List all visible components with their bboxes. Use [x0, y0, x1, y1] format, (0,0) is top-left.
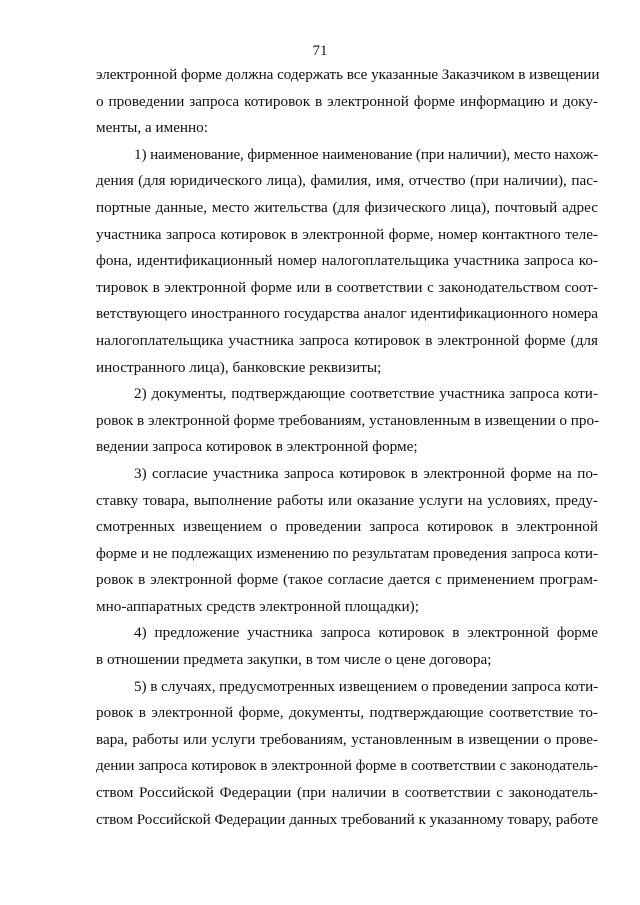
text-line: мно-аппаратных средств электронной площадки); [96, 597, 419, 615]
text-line: 3) согласие участника запроса котировок в электронной форме на по- [134, 464, 598, 482]
text-line: смотренных извещением о проведении запроса котировок в электронной [96, 518, 598, 536]
text-line: иностранного лица), банковские реквизиты; [96, 358, 382, 376]
page-number: 71 [312, 43, 328, 59]
text-line: ветствующего иностранного государства аналог идентификационного номера [96, 305, 598, 323]
text-line: ведении запроса котировок в электронной форме; [96, 438, 418, 456]
text-line: ровок в электронной форме, документы, подтверждающие соответствие то- [96, 704, 598, 722]
text-line: ством Российской Федерации данных требований к указанному товару, работе [96, 810, 598, 828]
text-line: налогоплательщика участника запроса котировок в электронной форме (для [96, 331, 598, 349]
text-line: 4) предложение участника запроса котировок в электронной форме [134, 624, 598, 642]
text-line: 5) в случаях, предусмотренных извещением о проведении запроса коти- [134, 677, 599, 695]
text-line: ством Российской Федерации (при наличии в соответствии с законодатель- [96, 784, 598, 802]
text-line: 1) наименование, фирменное наименование (при наличии), место нахож- [134, 145, 598, 163]
text-line: портные данные, место жительства (для физического лица), почтовый адрес [96, 198, 598, 216]
text-line: форме и не подлежащих изменению по результатам проведения запроса коти- [96, 544, 598, 562]
text-line: вара, работы или услуги требованиям, установленным в извещении о прове- [96, 730, 598, 748]
text-line: менты, а именно: [96, 119, 209, 137]
text-line: фона, идентификационный номер налогоплательщика участника запроса ко- [96, 252, 598, 270]
text-line: ровок в электронной форме (такое согласие дается с применением програм- [96, 571, 598, 589]
body-text [96, 62, 598, 833]
text-line: участника запроса котировок в электронной форме, номер контактного теле- [96, 225, 598, 243]
text-line: электронной форме должна содержать все указанные Заказчиком в извещении [96, 66, 600, 83]
text-line: дения (для юридического лица), фамилия, имя, отчество (при наличии), пас- [96, 172, 598, 190]
text-line: ставку товара, выполнение работы или оказание услуги на условиях, преду- [96, 491, 598, 509]
text-line: в отношении предмета закупки, в том числе о цене договора; [96, 651, 492, 669]
text-line: о проведении запроса котировок в электронной форме информацию и доку- [96, 92, 598, 110]
text-line: ровок в электронной форме требованиям, установленным в извещении о про- [96, 411, 600, 429]
text-line: тировок в электронной форме или в соответствии с законодательством соот- [96, 278, 598, 296]
text-line: 2) документы, подтверждающие соответствие участника запроса коти- [134, 385, 598, 403]
text-line: дении запроса котировок в электронной форме в соответствии с законодатель- [96, 757, 598, 775]
